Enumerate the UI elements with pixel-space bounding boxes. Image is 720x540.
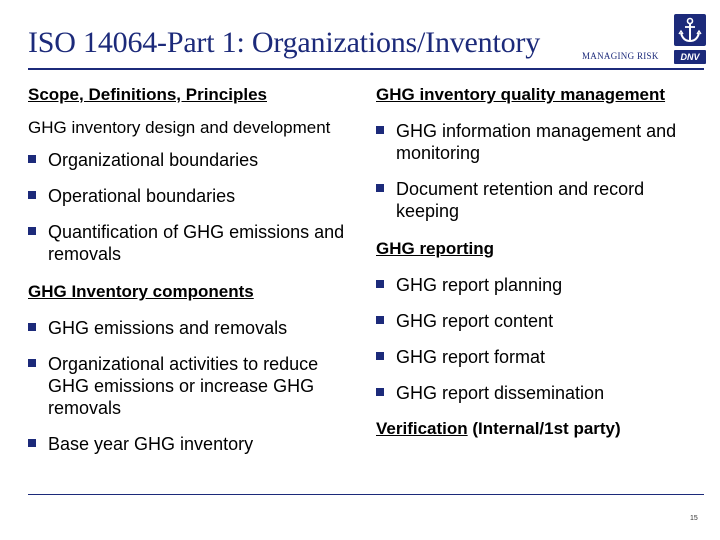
- list-item: Organizational boundaries: [28, 149, 358, 171]
- verification-suffix: (Internal/1st party): [467, 419, 621, 438]
- footer-rule: [28, 494, 704, 495]
- list-item: Base year GHG inventory: [28, 433, 358, 455]
- square-bullet-icon: [28, 155, 36, 163]
- heading-components: [28, 281, 358, 303]
- list-item: GHG report format: [376, 346, 694, 368]
- list-item: GHG report dissemination: [376, 382, 694, 404]
- heading-reporting-text[interactable]: GHG reporting: [376, 239, 495, 258]
- list-item: GHG report content: [376, 310, 694, 332]
- square-bullet-icon: [376, 126, 384, 134]
- right-column: [376, 84, 694, 440]
- list-item: GHG report planning: [376, 274, 694, 296]
- heading-reporting: [376, 238, 694, 260]
- square-bullet-icon: [28, 359, 36, 367]
- square-bullet-icon: [28, 439, 36, 447]
- dnv-logo: DNV: [674, 50, 706, 64]
- verification-link[interactable]: Verification: [376, 419, 468, 438]
- slide-title: ISO 14064-Part 1: Organizations/Inventory: [28, 26, 540, 59]
- square-bullet-icon: [376, 352, 384, 360]
- left-column: [28, 84, 358, 455]
- square-bullet-icon: [28, 323, 36, 331]
- heading-quality: [376, 84, 694, 106]
- square-bullet-icon: [376, 280, 384, 288]
- header-rule: [28, 68, 704, 70]
- heading-scope: [28, 84, 358, 106]
- square-bullet-icon: [28, 191, 36, 199]
- heading-quality-text[interactable]: GHG inventory quality management: [376, 85, 666, 104]
- list-item: GHG information management and monitoring: [376, 120, 694, 164]
- list-item: Document retention and record keeping: [376, 178, 694, 222]
- list-item: GHG emissions and removals: [28, 317, 358, 339]
- heading-design: GHG inventory design and development: [28, 118, 331, 137]
- list-item: Organizational activities to reduce GHG emissions or increase GHG removals: [28, 353, 358, 419]
- anchor-logo-icon: [674, 14, 706, 46]
- page-number: 15: [690, 515, 698, 522]
- square-bullet-icon: [28, 227, 36, 235]
- heading-verification: [376, 418, 694, 440]
- heading-components-text[interactable]: GHG Inventory components: [28, 282, 254, 301]
- list-item: Operational boundaries: [28, 185, 358, 207]
- heading-scope-text[interactable]: Scope, Definitions, Principles: [28, 85, 267, 104]
- list-item: Quantification of GHG emissions and removals: [28, 221, 358, 265]
- square-bullet-icon: [376, 388, 384, 396]
- tagline: MANAGING RISK: [582, 51, 659, 61]
- square-bullet-icon: [376, 184, 384, 192]
- square-bullet-icon: [376, 316, 384, 324]
